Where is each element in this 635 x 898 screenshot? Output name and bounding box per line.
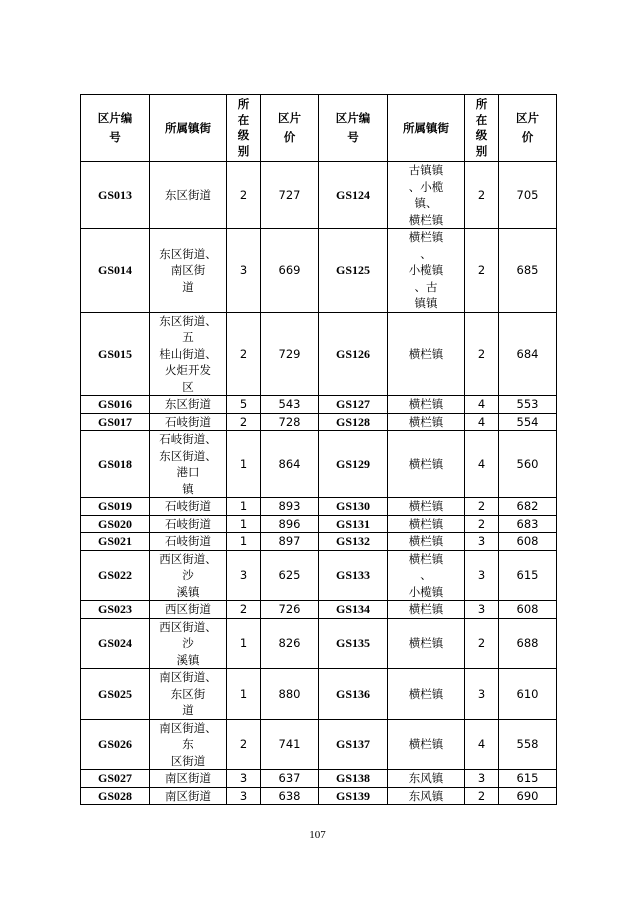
row-level-left [227, 229, 261, 313]
row-code-text: GS021 [97, 534, 132, 548]
row-price-text: 638 [278, 788, 301, 803]
row-level-text: 3 [239, 263, 248, 277]
row-street-text: 南区街道 [165, 788, 211, 803]
row-price-text: 729 [278, 346, 301, 361]
row-price-left [261, 719, 319, 770]
row-price-text: 897 [278, 534, 301, 548]
row-price-text: 880 [278, 686, 301, 701]
page-number: 107 [309, 829, 326, 841]
row-level-text: 2 [477, 516, 486, 531]
row-code-text: GS020 [97, 516, 132, 531]
row-street-left [150, 162, 227, 229]
row-code-text: GS133 [335, 568, 370, 582]
row-code-text: GS124 [335, 187, 370, 202]
header-level-right: 所 在 级 别 [465, 95, 499, 162]
row-code-text: GS028 [97, 788, 132, 803]
row-level-text: 2 [239, 737, 248, 751]
row-price-right [499, 431, 557, 498]
row-street-text: 南区街道、 东 区街道 [159, 720, 217, 768]
row-price-left [261, 601, 319, 619]
table-row [81, 431, 557, 498]
row-price-text: 560 [516, 456, 539, 471]
row-code-left [81, 770, 150, 788]
row-code-text: GS138 [335, 771, 370, 785]
row-level-text: 1 [239, 686, 248, 701]
row-street-right [388, 719, 465, 770]
row-price-right [499, 498, 557, 516]
row-code-right [319, 669, 388, 720]
row-code-text: GS128 [335, 414, 370, 429]
row-price-left [261, 431, 319, 498]
row-level-right [465, 162, 499, 229]
table-row [81, 396, 557, 414]
table-row [81, 312, 557, 396]
row-level-left [227, 550, 261, 601]
row-price-text: 610 [516, 686, 539, 701]
row-street-text: 横栏镇 [408, 737, 444, 751]
row-level-text: 1 [239, 636, 248, 650]
row-street-text: 石岐街道 [165, 534, 211, 548]
row-price-text: 683 [516, 516, 539, 531]
row-level-text: 1 [239, 499, 248, 513]
row-price-left [261, 770, 319, 788]
row-level-left [227, 770, 261, 788]
row-street-text: 横栏镇 [408, 397, 444, 411]
row-price-text: 741 [278, 737, 301, 751]
row-price-left [261, 669, 319, 720]
row-code-left [81, 229, 150, 313]
row-price-left [261, 229, 319, 313]
header-price-right: 区片 价 [499, 95, 557, 162]
row-level-right [465, 312, 499, 396]
row-price-text: 688 [516, 636, 539, 650]
row-price-text: 682 [516, 499, 539, 513]
row-price-text: 727 [278, 187, 301, 202]
row-street-right [388, 669, 465, 720]
row-street-right [388, 787, 465, 805]
row-street-left [150, 719, 227, 770]
row-street-text: 西区街道、 沙 溪镇 [159, 551, 217, 599]
row-code-left [81, 498, 150, 516]
row-level-text: 2 [239, 346, 248, 361]
row-price-left [261, 312, 319, 396]
row-street-text: 横栏镇 [408, 602, 444, 616]
row-code-text: GS131 [335, 516, 370, 531]
row-price-text: 690 [516, 788, 539, 803]
row-street-text: 横栏镇 、 小榄镇 [408, 551, 444, 599]
row-street-left [150, 601, 227, 619]
row-street-right [388, 162, 465, 229]
row-level-text: 3 [239, 788, 248, 803]
row-price-text: 685 [516, 263, 539, 277]
row-price-right [499, 396, 557, 414]
row-street-left [150, 431, 227, 498]
row-price-text: 615 [516, 568, 539, 582]
row-price-text: 558 [516, 737, 539, 751]
row-price-right [499, 229, 557, 313]
row-code-right [319, 601, 388, 619]
header-level-left: 所 在 级 别 [227, 95, 261, 162]
table-row [81, 770, 557, 788]
row-code-right [319, 229, 388, 313]
row-level-text: 2 [239, 414, 248, 429]
row-street-text: 东区街道 [165, 187, 211, 202]
row-level-text: 3 [239, 771, 248, 785]
row-street-text: 石岐街道 [165, 414, 211, 429]
row-level-right [465, 396, 499, 414]
row-level-text: 2 [477, 499, 486, 513]
row-code-text: GS019 [97, 499, 132, 513]
row-code-right [319, 533, 388, 551]
table-row [81, 229, 557, 313]
row-street-text: 横栏镇 [408, 534, 444, 548]
row-street-text: 东区街道、 南区街 道 [159, 246, 217, 294]
row-price-left [261, 413, 319, 431]
row-level-text: 4 [477, 397, 486, 411]
row-street-right [388, 550, 465, 601]
row-price-right [499, 312, 557, 396]
row-code-left [81, 601, 150, 619]
row-level-right [465, 618, 499, 669]
row-street-left [150, 229, 227, 313]
row-level-text: 3 [477, 602, 486, 616]
row-level-text: 3 [239, 568, 248, 582]
row-street-left [150, 787, 227, 805]
row-code-left [81, 312, 150, 396]
row-street-text: 横栏镇 、 小榄镇 、古 镇镇 [408, 230, 444, 310]
row-code-right [319, 413, 388, 431]
row-level-left [227, 431, 261, 498]
header-street-left: 所属镇街 [150, 95, 227, 162]
row-street-text: 南区街道、 东区街 道 [159, 670, 217, 717]
row-price-right [499, 550, 557, 601]
table-row [81, 719, 557, 770]
row-level-left [227, 618, 261, 669]
header-row [81, 95, 557, 162]
row-code-text: GS024 [97, 636, 132, 650]
row-street-right [388, 601, 465, 619]
row-level-left [227, 498, 261, 516]
row-level-right [465, 229, 499, 313]
row-price-left [261, 787, 319, 805]
row-level-text: 2 [477, 346, 486, 361]
row-street-right [388, 770, 465, 788]
row-level-text: 2 [239, 602, 248, 616]
table-row [81, 533, 557, 551]
row-price-left [261, 396, 319, 414]
row-street-text: 石岐街道、 东区街道、 港口 镇 [159, 432, 217, 496]
row-price-text: 728 [278, 414, 301, 429]
row-code-left [81, 618, 150, 669]
row-street-text: 横栏镇 [408, 456, 444, 471]
row-street-text: 横栏镇 [408, 499, 444, 513]
row-price-text: 684 [516, 346, 539, 361]
row-street-text: 横栏镇 [408, 516, 444, 531]
row-price-text: 893 [278, 499, 301, 513]
table-row [81, 162, 557, 229]
row-code-right [319, 618, 388, 669]
row-street-text: 石岐街道 [165, 516, 211, 531]
row-level-left [227, 162, 261, 229]
row-level-text: 2 [477, 187, 486, 202]
row-price-right [499, 719, 557, 770]
row-street-text: 古镇镇 、小榄 镇、 横栏镇 [408, 163, 444, 227]
row-level-text: 4 [477, 456, 486, 471]
row-level-left [227, 719, 261, 770]
row-code-text: GS130 [335, 499, 370, 513]
row-code-text: GS129 [335, 456, 370, 471]
row-level-text: 4 [477, 414, 486, 429]
row-street-left [150, 770, 227, 788]
row-code-left [81, 515, 150, 533]
header-street-right: 所属镇街 [388, 95, 465, 162]
row-level-right [465, 533, 499, 551]
row-code-text: GS016 [97, 397, 132, 411]
row-level-text: 1 [239, 456, 248, 471]
row-code-text: GS137 [335, 737, 370, 751]
table-row [81, 498, 557, 516]
row-price-text: 726 [278, 602, 301, 616]
row-code-text: GS022 [97, 568, 132, 582]
row-level-text: 2 [477, 263, 486, 277]
row-street-right [388, 229, 465, 313]
row-price-text: 826 [278, 636, 301, 650]
row-street-right [388, 618, 465, 669]
row-price-left [261, 515, 319, 533]
table-row [81, 601, 557, 619]
table-row [81, 413, 557, 431]
row-street-left [150, 413, 227, 431]
row-code-text: GS023 [97, 602, 132, 616]
row-code-right [319, 498, 388, 516]
row-price-right [499, 770, 557, 788]
row-street-text: 横栏镇 [408, 414, 444, 429]
header-code-left: 区片编 号 [81, 95, 150, 162]
row-price-text: 615 [516, 771, 539, 785]
row-street-right [388, 396, 465, 414]
row-code-text: GS126 [335, 346, 370, 361]
row-level-right [465, 719, 499, 770]
row-price-text: 637 [278, 771, 301, 785]
table-row [81, 618, 557, 669]
row-code-text: GS026 [97, 737, 132, 751]
row-price-text: 608 [516, 602, 539, 616]
row-street-text: 东区街道 [165, 397, 211, 411]
row-level-text: 1 [239, 516, 248, 531]
row-price-text: 896 [278, 516, 301, 531]
row-code-left [81, 719, 150, 770]
row-code-right [319, 787, 388, 805]
row-price-left [261, 533, 319, 551]
row-code-text: GS017 [97, 414, 132, 429]
row-code-right [319, 396, 388, 414]
row-price-right [499, 618, 557, 669]
row-code-right [319, 719, 388, 770]
row-price-right [499, 162, 557, 229]
table-row [81, 669, 557, 720]
row-code-text: GS125 [335, 263, 370, 277]
row-level-left [227, 533, 261, 551]
row-level-right [465, 515, 499, 533]
row-price-text: 608 [516, 534, 539, 548]
table-row [81, 550, 557, 601]
row-street-left [150, 312, 227, 396]
row-price-text: 669 [278, 263, 301, 277]
row-street-left [150, 618, 227, 669]
row-code-text: GS136 [335, 686, 370, 701]
table-row [81, 787, 557, 805]
row-code-left [81, 396, 150, 414]
row-level-right [465, 601, 499, 619]
row-code-text: GS139 [335, 788, 370, 803]
row-level-left [227, 312, 261, 396]
row-level-text: 2 [477, 636, 486, 650]
row-level-right [465, 669, 499, 720]
row-code-right [319, 770, 388, 788]
row-code-left [81, 162, 150, 229]
row-street-right [388, 515, 465, 533]
row-code-text: GS027 [97, 771, 132, 785]
row-level-text: 5 [239, 397, 248, 411]
row-street-text: 石岐街道 [165, 499, 211, 513]
row-price-right [499, 669, 557, 720]
row-code-right [319, 162, 388, 229]
row-street-text: 东风镇 [408, 771, 444, 785]
row-price-left [261, 550, 319, 601]
row-price-right [499, 515, 557, 533]
row-code-left [81, 787, 150, 805]
row-street-text: 横栏镇 [408, 636, 444, 650]
table-body [81, 162, 557, 805]
row-level-left [227, 669, 261, 720]
row-street-left [150, 396, 227, 414]
row-level-right [465, 431, 499, 498]
row-code-text: GS134 [335, 602, 370, 616]
row-code-text: GS135 [335, 636, 370, 650]
row-street-text: 横栏镇 [408, 686, 444, 701]
row-code-left [81, 669, 150, 720]
row-street-left [150, 498, 227, 516]
row-street-left [150, 515, 227, 533]
row-level-left [227, 515, 261, 533]
row-code-text: GS018 [97, 456, 132, 471]
row-street-text: 西区街道 [165, 602, 211, 616]
table-row [81, 515, 557, 533]
row-street-right [388, 431, 465, 498]
row-code-text: GS014 [97, 263, 132, 277]
row-level-text: 3 [477, 568, 486, 582]
row-code-right [319, 312, 388, 396]
row-level-right [465, 498, 499, 516]
land-price-table [80, 94, 557, 805]
row-price-text: 553 [516, 397, 539, 411]
row-street-left [150, 533, 227, 551]
row-code-right [319, 515, 388, 533]
row-code-text: GS025 [97, 686, 132, 701]
header-code-right: 区片编 号 [319, 95, 388, 162]
row-code-left [81, 533, 150, 551]
row-price-right [499, 787, 557, 805]
row-street-text: 横栏镇 [408, 346, 444, 361]
row-street-text: 西区街道、 沙 溪镇 [159, 619, 217, 667]
row-price-right [499, 533, 557, 551]
row-street-left [150, 669, 227, 720]
row-price-text: 543 [278, 397, 301, 411]
row-level-right [465, 787, 499, 805]
row-code-text: GS127 [335, 397, 370, 411]
row-street-right [388, 413, 465, 431]
row-code-text: GS132 [335, 534, 370, 548]
row-street-left [150, 550, 227, 601]
row-price-right [499, 601, 557, 619]
row-level-text: 3 [477, 771, 486, 785]
row-street-text: 南区街道 [165, 771, 211, 785]
row-price-left [261, 162, 319, 229]
row-level-right [465, 550, 499, 601]
row-code-left [81, 550, 150, 601]
row-street-right [388, 498, 465, 516]
row-level-left [227, 787, 261, 805]
row-street-right [388, 312, 465, 396]
row-price-right [499, 413, 557, 431]
row-level-text: 3 [477, 686, 486, 701]
row-code-text: GS013 [97, 187, 132, 202]
row-code-right [319, 550, 388, 601]
row-street-text: 东风镇 [408, 788, 444, 803]
row-code-left [81, 431, 150, 498]
header-price-left: 区片 价 [261, 95, 319, 162]
row-level-left [227, 413, 261, 431]
row-level-right [465, 413, 499, 431]
row-level-text: 1 [239, 534, 248, 548]
row-code-text: GS015 [97, 346, 132, 361]
row-level-text: 2 [239, 187, 248, 202]
row-street-right [388, 533, 465, 551]
row-price-text: 625 [278, 568, 301, 582]
row-price-text: 864 [278, 456, 301, 471]
row-price-left [261, 618, 319, 669]
row-street-text: 东区街道、 五 桂山街道、 火炬开发 区 [159, 313, 217, 394]
row-price-text: 705 [516, 187, 539, 202]
row-level-right [465, 770, 499, 788]
row-level-text: 3 [477, 534, 486, 548]
row-price-text: 554 [516, 414, 539, 429]
row-level-text: 2 [477, 788, 486, 803]
row-level-left [227, 601, 261, 619]
row-price-left [261, 498, 319, 516]
row-code-left [81, 413, 150, 431]
row-level-text: 4 [477, 737, 486, 751]
row-level-left [227, 396, 261, 414]
row-code-right [319, 431, 388, 498]
